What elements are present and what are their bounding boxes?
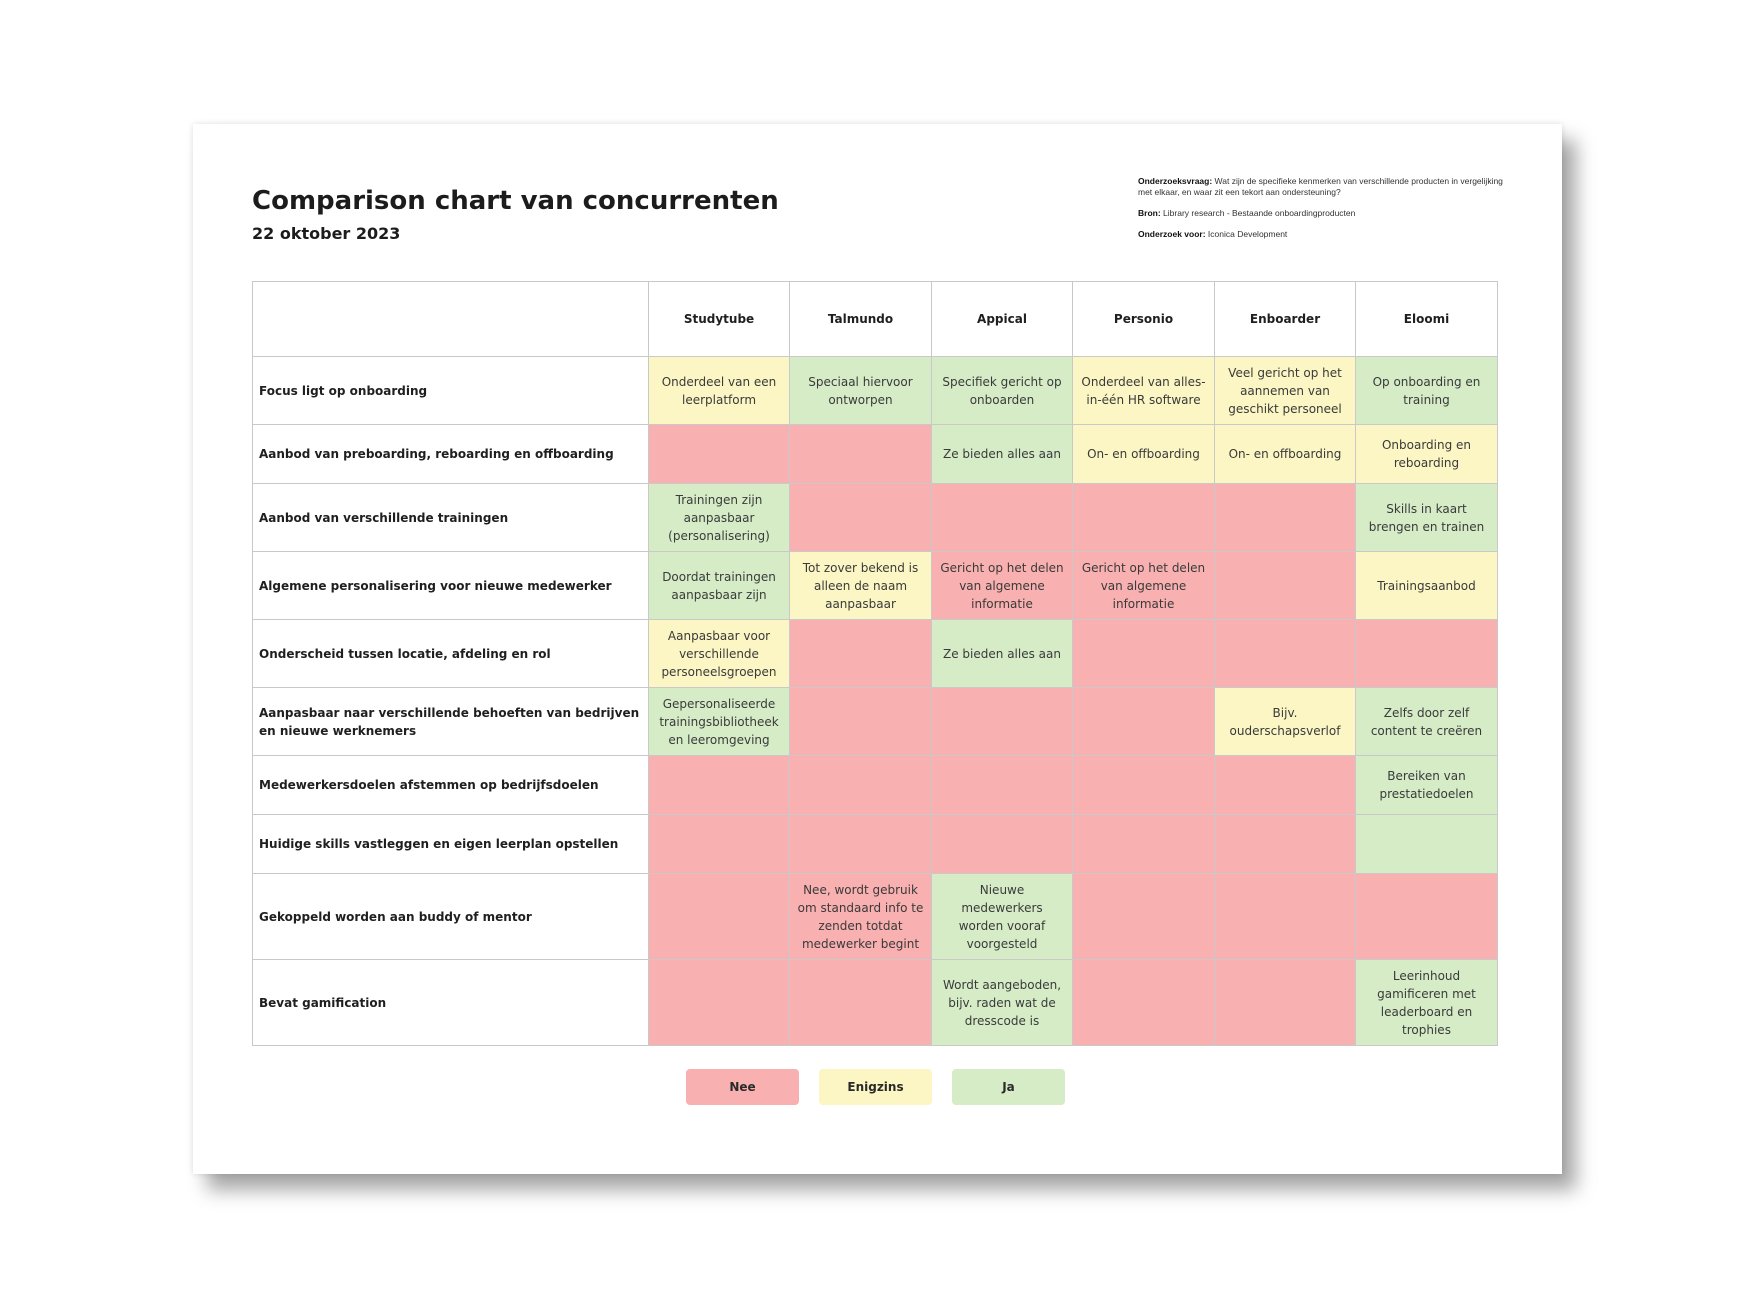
table-cell: Nieuwe medewerkers worden vooraf voorgesteld: [932, 874, 1073, 960]
table-cell: [932, 484, 1073, 552]
row-label: Aanpasbaar naar verschillende behoeften van bedrijven en nieuwe werknemers: [253, 688, 649, 756]
table-cell: [790, 484, 932, 552]
research-client: [1138, 229, 1510, 240]
table-cell: Bijv. ouderschapsverlof: [1215, 688, 1356, 756]
table-cell: [1073, 815, 1215, 874]
table-cell: Trainingen zijn aanpasbaar (personalisering): [649, 484, 790, 552]
table-cell: [932, 815, 1073, 874]
row-label: Bevat gamification: [253, 960, 649, 1046]
research-source-text: Library research - Bestaande onboardingproducten: [1163, 208, 1356, 218]
legend-item-enigszins: Enigzins: [819, 1069, 932, 1105]
header-empty-cell: [253, 282, 649, 357]
table-cell: Op onboarding en training: [1356, 357, 1498, 425]
table-cell: [932, 756, 1073, 815]
table-cell: On- en offboarding: [1073, 425, 1215, 484]
page-title: Comparison chart van concurrenten: [252, 186, 779, 216]
row-label: Onderscheid tussen locatie, afdeling en rol: [253, 620, 649, 688]
table-row: [253, 620, 1498, 688]
table-cell: [1073, 688, 1215, 756]
table-cell: [790, 425, 932, 484]
row-label: Huidige skills vastleggen en eigen leerplan opstellen: [253, 815, 649, 874]
research-meta: [1138, 176, 1510, 250]
research-question: [1138, 176, 1510, 198]
table-cell: Onderdeel van een leerplatform: [649, 357, 790, 425]
row-label: Aanbod van verschillende trainingen: [253, 484, 649, 552]
table-cell: [1215, 960, 1356, 1046]
research-source-label: Bron:: [1138, 208, 1161, 218]
table-cell: Onboarding en reboarding: [1356, 425, 1498, 484]
table-cell: [649, 425, 790, 484]
table-cell: Speciaal hiervoor ontworpen: [790, 357, 932, 425]
table-cell: [932, 688, 1073, 756]
table-cell: Leerinhoud gamificeren met leaderboard en trophies: [1356, 960, 1498, 1046]
research-source: [1138, 208, 1510, 219]
table-cell: [1073, 484, 1215, 552]
table-cell: [1073, 756, 1215, 815]
row-label: Aanbod van preboarding, reboarding en offboarding: [253, 425, 649, 484]
table-cell: [1215, 552, 1356, 620]
table-cell: [1356, 620, 1498, 688]
table-cell: [1356, 815, 1498, 874]
row-label: Medewerkersdoelen afstemmen op bedrijfsdoelen: [253, 756, 649, 815]
table-cell: [1215, 874, 1356, 960]
column-header: Talmundo: [790, 282, 932, 357]
table-header-row: [253, 282, 1498, 357]
table-row: [253, 357, 1498, 425]
table-cell: Gepersonaliseerde trainingsbibliotheek en leeromgeving: [649, 688, 790, 756]
row-label: Algemene personalisering voor nieuwe medewerker: [253, 552, 649, 620]
table-cell: [790, 620, 932, 688]
table-cell: [1215, 815, 1356, 874]
table-cell: Nee, wordt gebruik om standaard info te zenden totdat medewerker begint: [790, 874, 932, 960]
table-cell: [1073, 874, 1215, 960]
table-cell: Onderdeel van alles-in-één HR software: [1073, 357, 1215, 425]
table-row: [253, 756, 1498, 815]
column-header: Eloomi: [1356, 282, 1498, 357]
page-date: 22 oktober 2023: [252, 224, 401, 243]
table-cell: [1215, 484, 1356, 552]
table-cell: Zelfs door zelf content te creëren: [1356, 688, 1498, 756]
table-cell: Ze bieden alles aan: [932, 620, 1073, 688]
table-cell: [649, 756, 790, 815]
table-cell: Trainingsaanbod: [1356, 552, 1498, 620]
table-cell: Bereiken van prestatiedoelen: [1356, 756, 1498, 815]
comparison-table: [252, 281, 1498, 1046]
table-row: [253, 874, 1498, 960]
legend-item-ja: Ja: [952, 1069, 1065, 1105]
table-cell: Ze bieden alles aan: [932, 425, 1073, 484]
table-cell: On- en offboarding: [1215, 425, 1356, 484]
table-cell: [1073, 960, 1215, 1046]
table-cell: [1356, 874, 1498, 960]
table-cell: Specifiek gericht op onboarden: [932, 357, 1073, 425]
row-label: Focus ligt op onboarding: [253, 357, 649, 425]
column-header: Enboarder: [1215, 282, 1356, 357]
table-cell: [790, 960, 932, 1046]
table-row: [253, 552, 1498, 620]
research-question-label: Onderzoeksvraag:: [1138, 176, 1213, 186]
table-cell: [1215, 756, 1356, 815]
table-cell: [1073, 620, 1215, 688]
table-cell: [649, 960, 790, 1046]
research-question-text: Wat zijn de specifieke kenmerken van verschillende producten in vergelijking met elkaar, en waar zit een tekort aan ondersteuning?: [1138, 176, 1503, 197]
column-header: Studytube: [649, 282, 790, 357]
table-cell: Gericht op het delen van algemene informatie: [1073, 552, 1215, 620]
table-row: [253, 484, 1498, 552]
research-client-text: Iconica Development: [1207, 229, 1288, 239]
table-cell: [1215, 620, 1356, 688]
table-cell: [790, 815, 932, 874]
table-cell: Wordt aangeboden, bijv. raden wat de dresscode is: [932, 960, 1073, 1046]
research-client-label: Onderzoek voor:: [1138, 229, 1206, 239]
table-cell: Tot zover bekend is alleen de naam aanpasbaar: [790, 552, 932, 620]
table-cell: [790, 756, 932, 815]
table-row: [253, 425, 1498, 484]
legend-item-nee: Nee: [686, 1069, 799, 1105]
column-header: Personio: [1073, 282, 1215, 357]
table-cell: Aanpasbaar voor verschillende personeelsgroepen: [649, 620, 790, 688]
table-cell: [649, 815, 790, 874]
document-page: [193, 124, 1562, 1174]
table-row: [253, 688, 1498, 756]
table-cell: Veel gericht op het aannemen van geschikt personeel: [1215, 357, 1356, 425]
column-header: Appical: [932, 282, 1073, 357]
table-cell: Doordat trainingen aanpasbaar zijn: [649, 552, 790, 620]
table-row: [253, 960, 1498, 1046]
table-cell: [790, 688, 932, 756]
table-cell: [649, 874, 790, 960]
table-cell: Skills in kaart brengen en trainen: [1356, 484, 1498, 552]
row-label: Gekoppeld worden aan buddy of mentor: [253, 874, 649, 960]
table-row: [253, 815, 1498, 874]
table-cell: Gericht op het delen van algemene informatie: [932, 552, 1073, 620]
